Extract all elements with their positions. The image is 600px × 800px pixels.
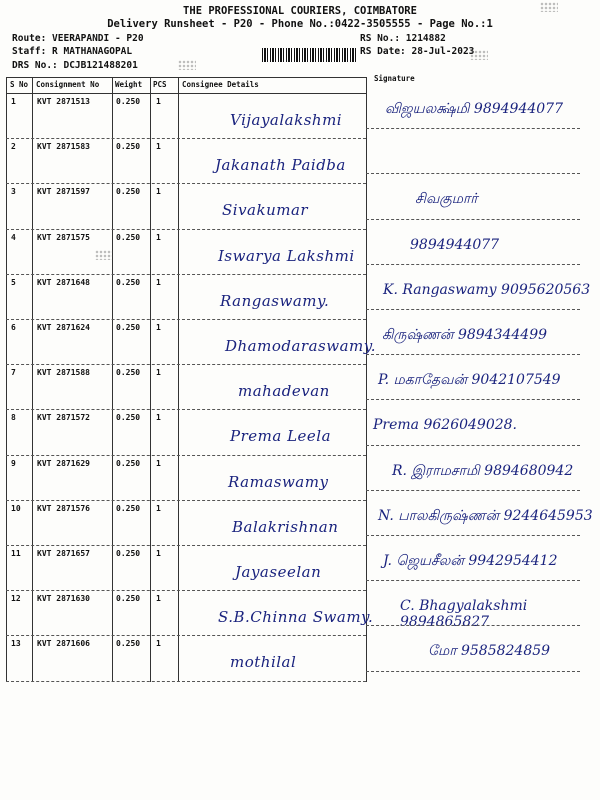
route-label: Route: VEERAPANDI - P20 (12, 33, 144, 44)
row-pcs: 1 (156, 413, 161, 423)
row-sno: 2 (11, 142, 16, 152)
row-consignee-name: Sivakumar (222, 201, 309, 220)
row-signature: விஜயலக்ஷ்மி 9894944077 (385, 101, 563, 117)
col-sno: S No (10, 80, 29, 89)
rs-date: RS Date: 28-Jul-2023 (360, 46, 475, 57)
row-signature: K. Rangaswamy 9095620563 (383, 281, 591, 298)
row-signature: N. பாலகிருஷ்ணன் 9244645953 (378, 507, 593, 524)
row-sno: 12 (11, 594, 21, 604)
col-consignment: Consignment No (36, 80, 100, 89)
row-consignment-no: KVT 2871606 (37, 639, 90, 649)
row-divider (6, 500, 366, 501)
row-divider (6, 229, 366, 230)
row-divider (6, 364, 366, 365)
barcode (262, 48, 358, 62)
row-consignee-name: Vijayalakshmi (230, 111, 343, 129)
row-consignee-name: Rangaswamy. (220, 291, 330, 310)
col-divider (366, 77, 367, 682)
signature-line (366, 173, 580, 174)
signature-line (366, 445, 580, 446)
row-pcs: 1 (156, 639, 161, 649)
row-signature: Prema 9626049028. (373, 417, 517, 434)
col-divider (112, 77, 113, 682)
signature-line (366, 309, 580, 310)
row-sno: 3 (11, 187, 16, 197)
row-pcs: 1 (156, 594, 161, 604)
row-pcs: 1 (156, 97, 161, 106)
row-consignee-name: Prema Leela (230, 427, 332, 446)
scan-noise (540, 2, 558, 12)
row-divider (6, 681, 366, 682)
row-pcs: 1 (156, 458, 161, 468)
col-pcs: PCS (153, 80, 167, 89)
row-sno: 5 (11, 277, 16, 287)
row-pcs: 1 (156, 277, 161, 287)
col-divider (32, 77, 33, 682)
row-pcs: 1 (156, 232, 161, 242)
col-weight: Weight (115, 80, 143, 89)
row-signature: J. ஜெயசீலன் 9942954412 (383, 553, 558, 569)
signature-line (366, 535, 580, 536)
col-divider (178, 77, 179, 682)
row-sno: 10 (11, 503, 21, 513)
signature-line (366, 128, 580, 129)
row-weight: 0.250 (116, 277, 141, 287)
signature-line (366, 399, 580, 400)
row-sno: 9 (11, 458, 16, 468)
header-bottom-rule (6, 93, 366, 94)
row-consignment-no: KVT 2871629 (37, 458, 90, 468)
row-divider (6, 138, 366, 139)
row-signature: கிருஷ்ணன் 9894344499 (382, 327, 548, 343)
row-divider (6, 635, 366, 636)
row-consignment-no: KVT 2871513 (37, 97, 90, 106)
row-weight: 0.250 (116, 503, 141, 513)
row-divider (6, 590, 366, 591)
row-pcs: 1 (156, 503, 161, 513)
signature-line (366, 354, 580, 355)
signature-line (366, 490, 580, 491)
row-consignment-no: KVT 2871583 (37, 142, 90, 152)
row-weight: 0.250 (116, 458, 141, 468)
signature-line (366, 671, 580, 672)
row-consignment-no: KVT 2871572 (37, 413, 90, 423)
row-signature: சிவகுமார் (415, 191, 478, 208)
row-weight: 0.250 (116, 142, 141, 152)
signature-line (366, 625, 580, 626)
col-consignee: Consignee Details (182, 80, 259, 89)
row-consignment-no: KVT 2871575 (37, 232, 90, 242)
col-signature: Signature (374, 74, 415, 83)
col-divider (150, 77, 151, 682)
row-pcs: 1 (156, 323, 161, 332)
row-weight: 0.250 (116, 639, 141, 649)
row-weight: 0.250 (116, 594, 141, 604)
row-signature: மோ 9585824859 (428, 643, 551, 660)
row-weight: 0.250 (116, 413, 141, 423)
scan-noise (178, 60, 196, 70)
row-pcs: 1 (156, 549, 161, 558)
row-consignee-name: Jakanath Paidba (215, 156, 346, 175)
company-title: THE PROFESSIONAL COURIERS, COIMBATORE (183, 5, 417, 17)
runsheet-title: Delivery Runsheet - P20 - Phone No.:0422-3505555 - Page No.:1 (107, 18, 493, 30)
row-consignee-name: Ramaswamy (228, 472, 329, 491)
row-consignee-name: mothilal (230, 653, 297, 672)
row-sno: 13 (11, 639, 21, 649)
row-signature: 9894944077 (410, 236, 500, 253)
staff-label: Staff: R MATHANAGOPAL (12, 46, 133, 57)
row-signature: C. Bhagyalakshmi 9894865827 (400, 598, 528, 631)
row-consignee-name: Dhamodaraswamy. (225, 337, 376, 355)
signature-line (366, 580, 580, 581)
row-divider (6, 183, 366, 184)
row-consignment-no: KVT 2871588 (37, 368, 90, 378)
signature-line (366, 264, 580, 265)
row-weight: 0.250 (116, 368, 141, 378)
row-weight: 0.250 (116, 232, 141, 242)
signature-line (366, 219, 580, 220)
row-consignee-name: mahadevan (238, 382, 330, 401)
row-sno: 4 (11, 232, 16, 242)
row-weight: 0.250 (116, 97, 141, 106)
row-consignment-no: KVT 2871630 (37, 594, 90, 604)
row-sno: 1 (11, 97, 16, 106)
row-sno: 11 (11, 549, 21, 558)
row-consignee-name: S.B.Chinna Swamy. (218, 608, 374, 627)
row-divider (6, 274, 366, 275)
row-divider (6, 409, 366, 410)
row-sno: 8 (11, 413, 16, 423)
row-pcs: 1 (156, 187, 161, 197)
row-consignee-name: Balakrishnan (232, 517, 339, 536)
row-signature: R. இராமசாமி 9894680942 (392, 462, 574, 479)
row-weight: 0.250 (116, 187, 141, 197)
scan-noise (470, 50, 488, 60)
header-top-rule (6, 77, 366, 78)
row-pcs: 1 (156, 368, 161, 378)
row-pcs: 1 (156, 142, 161, 152)
col-divider (6, 77, 7, 682)
row-signature: P. மகாதேவன் 9042107549 (378, 372, 561, 389)
row-sno: 7 (11, 368, 16, 378)
row-consignee-name: Iswarya Lakshmi (218, 246, 355, 265)
scan-noise (95, 250, 113, 260)
row-weight: 0.250 (116, 323, 141, 332)
row-divider (6, 319, 366, 320)
row-consignment-no: KVT 2871576 (37, 503, 90, 513)
row-consignment-no: KVT 2871597 (37, 187, 90, 197)
drs-label: DRS No.: DCJB121488201 (12, 60, 138, 71)
row-consignment-no: KVT 2871624 (37, 323, 90, 332)
rs-number: RS No.: 1214882 (360, 33, 446, 44)
row-consignment-no: KVT 2871657 (37, 549, 90, 558)
row-divider (6, 455, 366, 456)
row-consignment-no: KVT 2871648 (37, 277, 90, 287)
row-divider (6, 545, 366, 546)
row-sno: 6 (11, 323, 16, 332)
row-consignee-name: Jayaseelan (235, 563, 322, 581)
row-weight: 0.250 (116, 549, 141, 558)
